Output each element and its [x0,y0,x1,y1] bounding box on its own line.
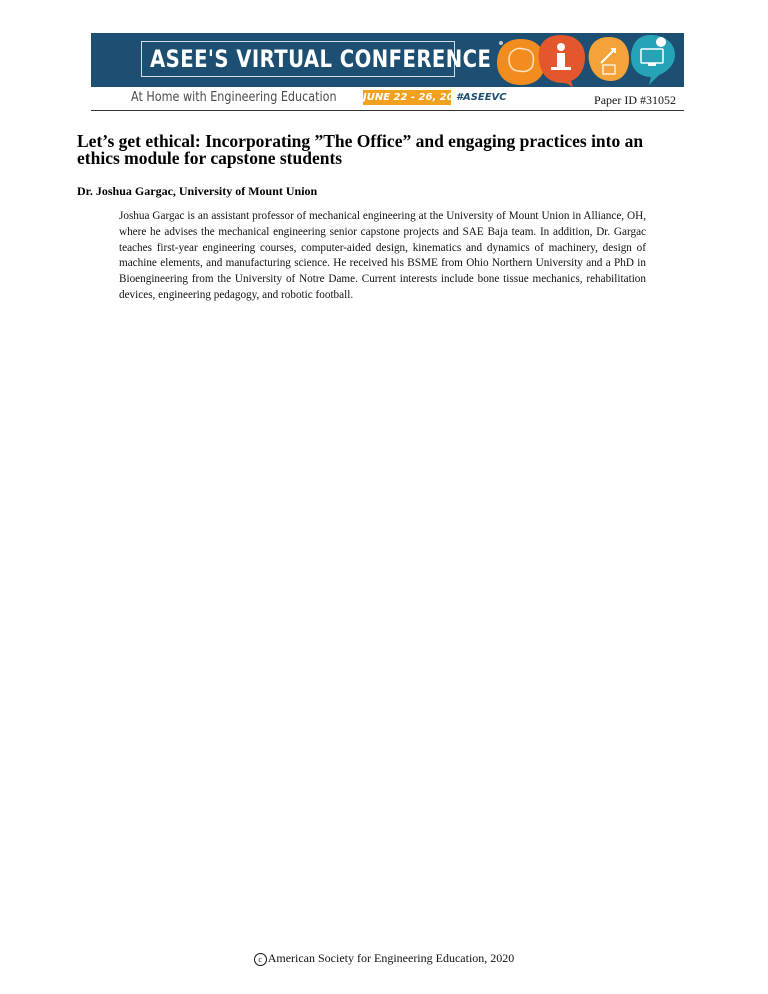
author-name: Dr. Joshua Gargac, University of Mount Union [77,184,318,198]
author-bio: Joshua Gargac is an assistant professor of mechanical engineering at the University of Mount Union in Alliance, OH, where he advises the mechanical engineering senior capstone projects and SAE Baja team. In addition, Dr. Gargac teaches first-year engineering courses, computer-aided design, kinematics and dynamics of machinery, design of machine elements, and manufacturing science. He received his BSME from Ohio Northern University and a PhD in Bioengineering from the University of Notre Dame. Current interests include bone tissue mechanics, rehabilitation devices, engineering pedagogy, and robotic football. [119,210,646,301]
copyright-text: American Society for Engineering Education, 2020 [267,951,515,965]
brain-bubble-icon [497,39,545,85]
conference-banner [91,33,684,87]
conference-tagline: At Home with Engineering Education [131,90,337,105]
copyright-footer [0,951,768,966]
header-rule [91,110,684,111]
banner-title-frame [141,41,492,77]
paper-title: Let’s get ethical: Incorporating ”The Office” and engaging practices into an ethics module for capstone students [77,131,644,168]
conference-hashtag: #ASEEVC [456,92,507,103]
banner-subheader [91,87,684,111]
education-bubbles-illustration [491,33,684,87]
copyright-icon: c [254,953,267,966]
conference-title: ASEE'S VIRTUAL CONFERENCE [150,45,492,73]
computer-bubble-icon [631,35,675,85]
paper-id: Paper ID #31052 [594,93,676,107]
conference-dates-badge: JUNE 22 - 26, 2020 [363,92,468,103]
